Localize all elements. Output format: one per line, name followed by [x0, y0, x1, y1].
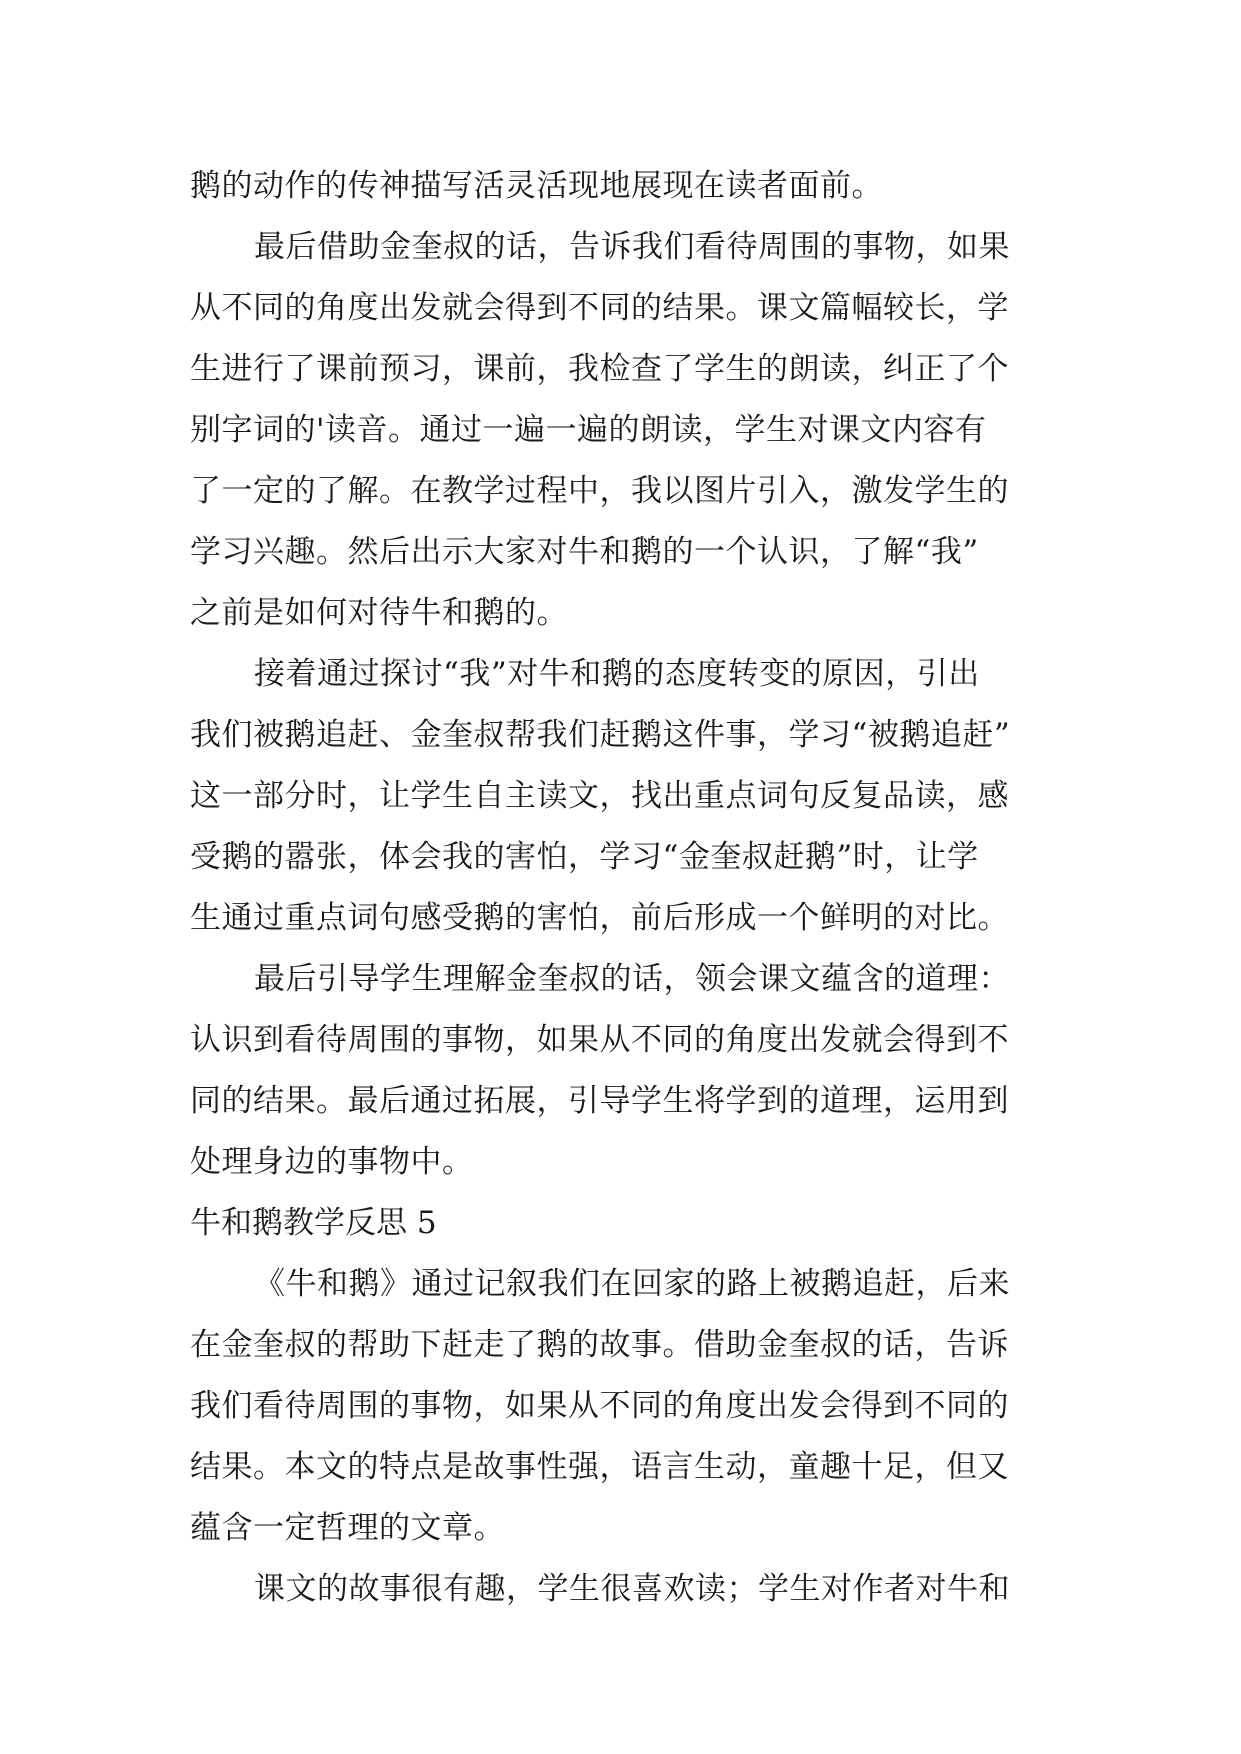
text-line: 生进行了课前预习，课前，我检查了学生的朗读，纠正了个	[190, 351, 1009, 387]
text-line: 受鹅的嚣张，体会我的害怕，学习“金奎叔赶鹅”时，让学	[190, 839, 979, 875]
text-line: 在金奎叔的帮助下赶走了鹅的故事。借助金奎叔的话，告诉	[190, 1327, 1009, 1363]
document-body	[190, 156, 1060, 1620]
paragraph-start-line: 接着通过探讨“我”对牛和鹅的态度转变的原因，引出	[254, 656, 980, 692]
paragraph-start-line: 最后引导学生理解金奎叔的话，领会课文蕴含的道理：	[254, 961, 1010, 997]
paragraph-start-line: 《牛和鹅》通过记叙我们在回家的路上被鹅追赶，后来	[254, 1266, 1010, 1302]
text-line: 别字词的'读音。通过一遍一遍的朗读，学生对课文内容有	[190, 412, 987, 448]
text-line: 处理身边的事物中。	[190, 1144, 474, 1180]
paragraph-start-line: 最后借助金奎叔的话，告诉我们看待周围的事物，如果	[254, 229, 1010, 265]
text-line: 了一定的了解。在教学过程中，我以图片引入，激发学生的	[190, 473, 1009, 509]
text-line: 生通过重点词句感受鹅的害怕，前后形成一个鲜明的对比。	[190, 900, 1009, 936]
text-line: 我们看待周围的事物，如果从不同的角度出发会得到不同的	[190, 1388, 1009, 1424]
text-line: 从不同的角度出发就会得到不同的结果。课文篇幅较长，学	[190, 290, 1009, 326]
text-line: 结果。本文的特点是故事性强，语言生动，童趣十足，但又	[190, 1449, 1009, 1485]
text-line: 鹅的动作的传神描写活灵活现地展现在读者面前。	[190, 168, 883, 204]
text-line: 同的结果。最后通过拓展，引导学生将学到的道理，运用到	[190, 1083, 1009, 1119]
text-line: 学习兴趣。然后出示大家对牛和鹅的一个认识，了解“我”	[190, 534, 979, 570]
section-heading: 牛和鹅教学反思 5	[190, 1205, 437, 1241]
paragraph-start-line: 课文的故事很有趣，学生很喜欢读；学生对作者对牛和	[254, 1571, 1010, 1607]
text-line: 之前是如何对待牛和鹅的。	[190, 595, 568, 631]
text-line: 我们被鹅追赶、金奎叔帮我们赶鹅这件事，学习“被鹅追赶”	[190, 717, 1011, 753]
text-line: 这一部分时，让学生自主读文，找出重点词句反复品读，感	[190, 778, 1009, 814]
text-line: 蕴含一定哲理的文章。	[190, 1510, 505, 1546]
text-line: 认识到看待周围的事物，如果从不同的角度出发就会得到不	[190, 1022, 1009, 1058]
